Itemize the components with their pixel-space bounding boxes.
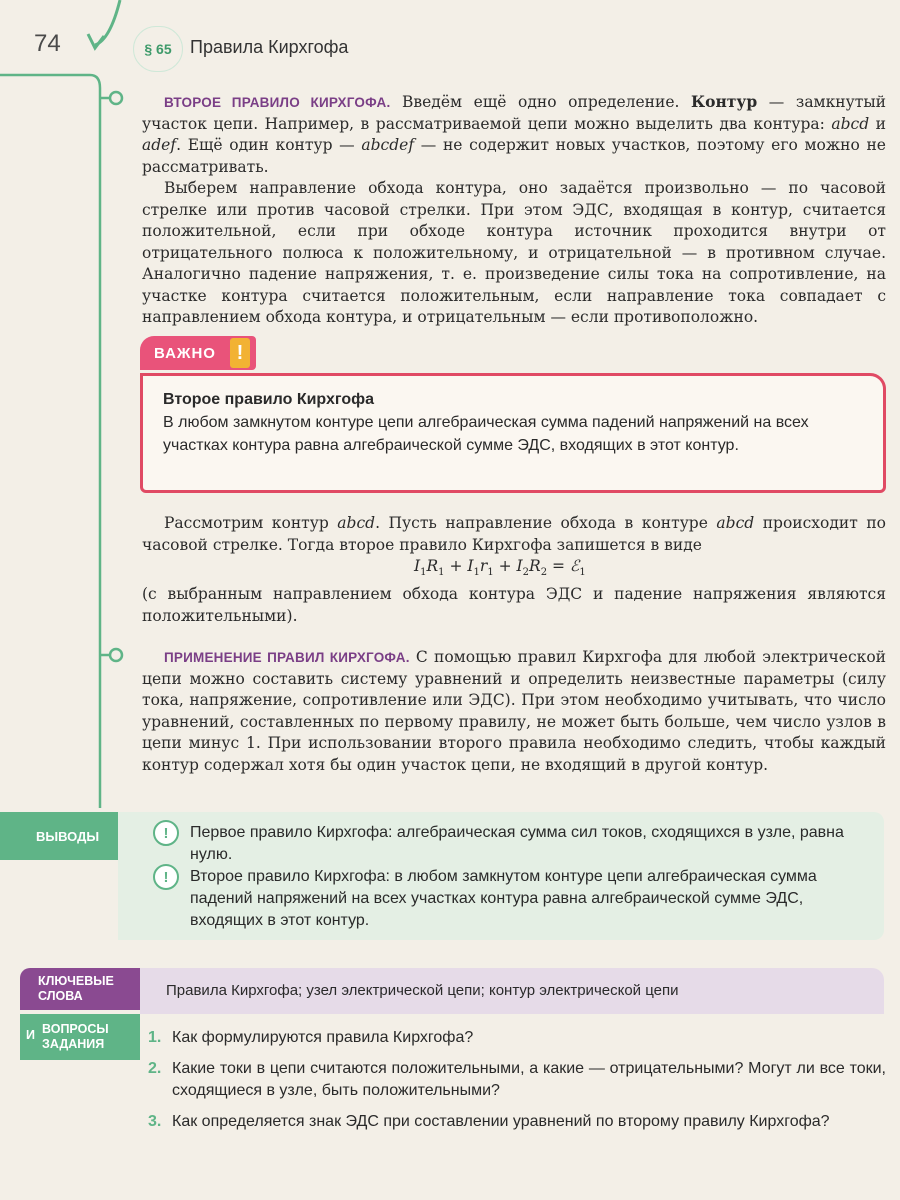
section-marker-2 (110, 649, 122, 661)
important-label: ВАЖНО (140, 336, 256, 370)
question-item: 3. Как определяется знак ЭДС при составлении уравнений по второму правилу Кирхгофа? (148, 1113, 830, 1130)
example-paragraph: Рассмотрим контур abcd. Пусть направление обхода в контуре abcd происходит по часовой стрелке. Тогда второе правило Кирхгофа запишется в виде (142, 514, 886, 554)
definition-paragraph: ВТОРОЕ ПРАВИЛО КИРХГОФА. Введём ещё одно определение. Контур — замкнутый участок цепи. Например, в рассматриваемой цепи можно выделить два контура: abcd и adef. Ещё один контур — abcdef — не содержит новых участков, поэтому его можно не рассматривать. (142, 92, 886, 176)
paragraph-badge: § 65 (133, 26, 183, 72)
question-item: 1. Как формулируются правила Кирхгофа? (148, 1029, 474, 1046)
conclusion-item: Второе правило Кирхгофа: в любом замкнутом контуре цепи алгебраическая сумма падений напряжений на всех участках контура равна алгебраической сумме ЭДС, входящих в этот контур. (190, 868, 817, 929)
section-heading-2: ПРИМЕНЕНИЕ ПРАВИЛ КИРХГОФА. (164, 650, 410, 665)
section-second-rule (142, 91, 886, 329)
rule-title: Второе правило Кирхгофа (163, 391, 374, 408)
term-contour: Контур (691, 92, 758, 111)
keywords-tab: КЛЮЧЕВЫЕ СЛОВА (20, 968, 140, 1010)
example-note: (с выбранным направлением обхода контура ЭДС и падение напряжения являются положительными). (142, 585, 886, 625)
kirchhoff-formula: $I_1R_1 + I_1r_1 + I_2R_2$ = ℰ$_1$ (414, 557, 586, 579)
exclamation-circle-icon: ! (153, 864, 179, 890)
conclusion-item: Первое правило Кирхгофа: алгебраическая сумма сил токов, сходящихся в узле, равна нулю. (190, 824, 844, 863)
exclamation-icon: ! (230, 338, 250, 368)
section-marker-1 (110, 92, 122, 104)
rule-text: В любом замкнутом контуре цепи алгебраическая сумма падений напряжений на всех участках контура равна алгебраической сумме ЭДС, входящих в этот контур. (163, 414, 809, 454)
section-heading: ВТОРОЕ ПРАВИЛО КИРХГОФА. (164, 95, 391, 110)
page-number: 74 (34, 30, 61, 57)
question-item: 2. Какие токи в цепи считаются положительными, а какие — отрицательными? Могут ли все токи, сходящиеся в узле, быть положительными? (148, 1060, 886, 1099)
conclusions-tab: ВЫВОДЫ (0, 812, 138, 860)
questions-tab: И ВОПРОСЫ ЗАДАНИЯ (20, 1014, 140, 1060)
section-application: ПРИМЕНЕНИЕ ПРАВИЛ КИРХГОФА. С помощью правил Кирхгофа для любой электрической цепи можно составить систему уравнений и определить неизвестные параметры (силу тока, напряжение, сопротивление или ЭДС). При этом необходимо учитывать, что число уравнений, составленных по первому правилу, не может быть больше, чем число узлов в цепи минус 1. При использовании второго правила необходимо следить, чтобы каждый контур содержал хотя бы один участок цепи, не входящий в другой контур. (142, 648, 886, 774)
paragraph-title: Правила Кирхгофа (190, 37, 349, 57)
exclamation-circle-icon: ! (153, 820, 179, 846)
important-box (140, 373, 886, 493)
direction-paragraph: Выберем направление обхода контура, оно задаётся произвольно — по часовой стрелке или против часовой стрелки. При этом ЭДС, входящая в контур, считается положительной, если при обходе контура источник проходится внутри от отрицательного полюса к положительному, и отрицательной — в противном случае. Аналогично падение напряжения, т. е. произведение силы тока на сопротивление, на участке контура считается положительным, если направление тока совпадает с направлением обхода контура, и отрицательным — если противоположно. (142, 179, 886, 326)
keywords-text: Правила Кирхгофа; узел электрической цепи; контур электрической цепи (140, 968, 884, 1014)
